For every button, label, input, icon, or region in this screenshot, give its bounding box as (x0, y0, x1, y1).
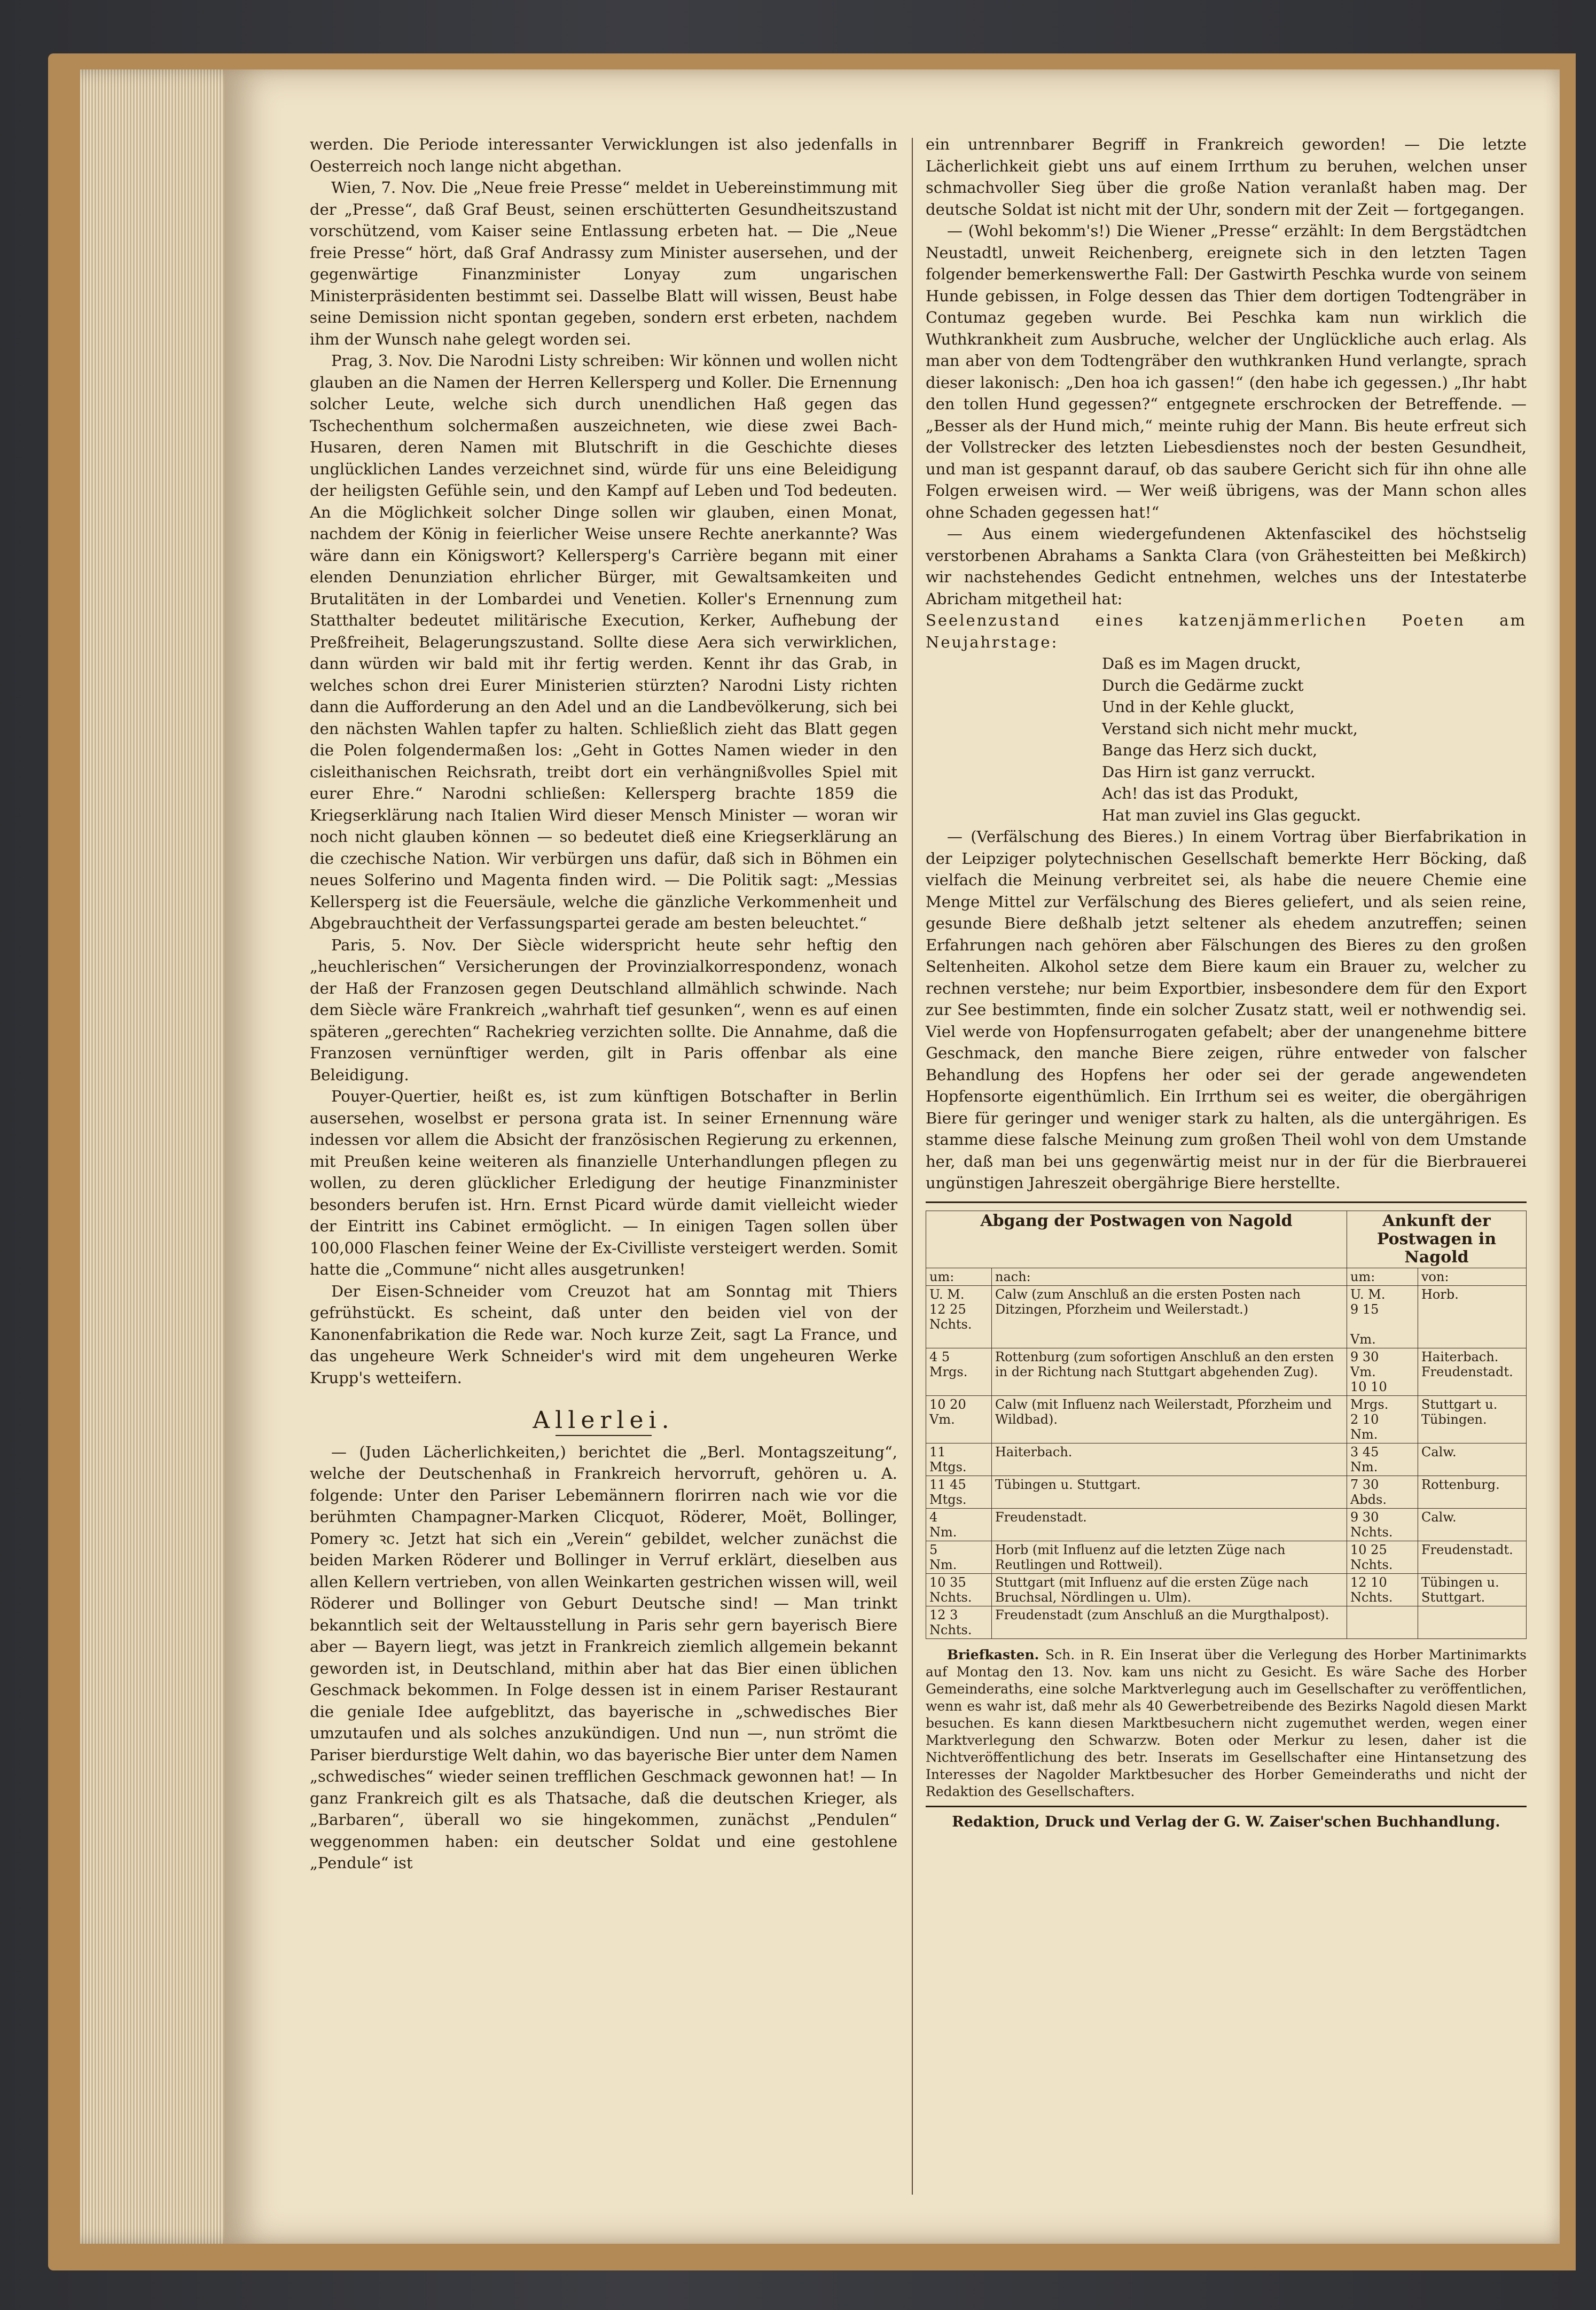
table-cell: 11 45 Mtgs. (926, 1476, 992, 1508)
right-column (926, 134, 1527, 1833)
table-cell: U. M. 12 25 Nchts. (926, 1285, 992, 1348)
article-paragraph: — Aus einem wiedergefundenen Aktenfascikel des höchstselig verstorbenen Abrahams a Sankta Clara (von Grähesteitten bei Meßkirch) wir nachstehendes Gedicht entnehmen, welches uns der Intestaterbe Abricham mitgetheil hat: (926, 525, 1527, 608)
table-cell: Haiterbach. (992, 1443, 1347, 1476)
table-cell: Freudenstadt (zum Anschluß an die Murgthalpost). (992, 1606, 1347, 1638)
briefkasten-label: Briefkasten. (947, 1646, 1039, 1663)
table-rule (926, 1201, 1527, 1203)
table-cell: Calw. (1418, 1508, 1527, 1541)
table-cell: Freudenstadt. (992, 1508, 1347, 1541)
table-header-row (926, 1211, 1527, 1268)
table-row (926, 1508, 1527, 1541)
postwagen-table (926, 1211, 1527, 1639)
table-row (926, 1348, 1527, 1395)
table-cell: 7 30 Abds. (1347, 1476, 1418, 1508)
table-cell: 4 Nm. (926, 1508, 992, 1541)
article-paragraph: Pouyer-Quertier, heißt es, ist zum künftigen Botschafter in Berlin ausersehen, woselbst er persona grata ist. In seiner Ernennung wäre indessen vor allem die Absicht der französischen Regierung zu erkennen, mit Preußen keine weiteren als finanzielle Unterhandlungen pflegen zu wollen, zu deren glücklicher Erledigung der heutige Finanzminister besonders berufen ist. Hrn. Ernst Picard würde damit vielleicht wieder der Eintritt ins Cabinet ermöglicht. — In einigen Tagen sollen über 100,000 Flaschen feiner Weine der Ex-Civilliste versteigert werden. Somit hatte die „Commune“ nicht alles ausgetrunken! (310, 1087, 897, 1278)
article-paragraph: Der Eisen-Schneider vom Creuzot hat am Sonntag mit Thiers gefrühstückt. Es scheint, daß unter den beiden viel von der Kanonenfabrikation die Rede war. Noch kurze Zeit, sagt La France, und das ungeheure Werk Schneider's wird mit dem ungeheuren Werke Krupp's wetteifern. (310, 1282, 897, 1387)
table-row (926, 1573, 1527, 1606)
table-cell: Calw (zum Anschluß an die ersten Posten nach Ditzingen, Pforzheim und Weilerstadt.) (992, 1285, 1347, 1348)
table-subheader-cell: um: (1347, 1268, 1418, 1285)
article-paragraph: ein untrennbarer Begriff in Frankreich geworden! — Die letzte Lächerlichkeit giebt uns auf einem Irrthum zu beruhen, welchen unser schmachvoller Sieg über die große Nation veranlaßt haben mag. Der deutsche Soldat ist nicht mit der Uhr, sondern mit der Zeit — fortgegangen. (926, 135, 1527, 218)
article-paragraph: werden. Die Periode interessanter Verwicklungen ist also jedenfalls in Oesterreich noch lange nicht abgethan. (310, 135, 897, 175)
table-cell: Horb (mit Influenz auf die letzten Züge nach Reutlingen und Rottweil). (992, 1541, 1347, 1573)
poem-line: Hat man zuviel ins Glas geguckt. (1102, 806, 1361, 824)
table-cell: 12 3 Nchts. (926, 1606, 992, 1638)
poem-line: Das Hirn ist ganz verruckt. (1102, 762, 1316, 781)
briefkasten-text: Sch. in R. Ein Inserat über die Verlegung des Horber Martinimarkts auf Montag den 13. Nov. kam uns nicht zu Gesicht. Es wäre Sache des Horber Gemeinderaths, eine solche Marktverlegung auch im Gesellschafter zu veröffentlichen, wenn es wahr ist, daß mehr als 40 Gewerbetreibende des Bezirks Nagold diesen Markt besuchen. Es kann diesen Marktbesuchern nicht zugemuthet werden, wegen einer Marktverlegung den Schwarzw. Boten oder Merkur zu lesen, daher ist die Nichtveröffentlichung des betr. Inserats im Gesellschafter eine Hintansetzung des Interesses der Nagolder Marktbesucher des Horber Gemeinderaths und nicht der Redaktion des Gesellschafters. (926, 1646, 1527, 1799)
table-row (926, 1285, 1527, 1348)
table-cell: Mrgs. 2 10 Nm. (1347, 1395, 1418, 1443)
table-header-departure: Abgang der Postwagen von Nagold (926, 1211, 1347, 1268)
table-cell: Calw. (1418, 1443, 1527, 1476)
table-subheader-cell: von: (1418, 1268, 1527, 1285)
table-cell: Haiterbach. Freudenstadt. (1418, 1348, 1527, 1395)
table-cell: 10 20 Vm. (926, 1395, 992, 1443)
article-paragraph: Prag, 3. Nov. Die Narodni Listy schreiben: Wir können und wollen nicht glauben an die Namen der Herren Kellersperg und Koller. Die Ernennung solcher Leute, welche sich durch unendlichen Haß gegen das Tschechenthum solchermaßen auszeichneten, wie diese zwei Bach-Husaren, deren Namen mit Blutschrift in die Geschichte dieses unglücklichen Landes verzeichnet sind, würde für uns eine Beleidigung der heiligsten Gefühle sein, und den Kampf auf Leben und Tod bedeuten. An die Möglichkeit solcher Dinge sollen wir glauben, einen Monat, nachdem der König in feierlicher Weise unsere Rechte anerkannte? Was wäre dann ein Königswort? Kellersperg's Carrière begann mit einer elenden Denunziation ehrlicher Bürger, mit Gewaltsamkeiten und Brutalitäten in der Lombardei und Venetien. Koller's Ernennung zum Statthalter bedeutet militärische Execution, Kerker, Aufhebung der Preßfreiheit, Belagerungszustand. Sollte diese Aera sich verwirklichen, dann würden wir bald mit ihr fertig werden. Kennt ihr das Grab, in welches schon drei Eurer Ministerien stürzten? Narodni Listy richten dann die Aufforderung an den Adel und an die Landbevölkerung, sich bei den nächsten Wahlen tapfer zu halten. Schließlich zieht das Blatt gegen die Polen folgendermaßen los: „Geht in Gottes Namen wieder in den cisleithanischen Reichsrath, treibt dort ein verhängnißvolles Spiel mit eurer Ehre.“ Narodni schließen: Kellersperg brachte 1859 die Kriegserklärung nach Italien Wird dieser Mensch Minister — woran wir noch nicht glauben können — so bedeutet dieß eine Kriegserklärung an die czechische Nation. Wir verbürgen uns dafür, daß sich in Böhmen ein neues Solferino und Magenta finden wird. — Die Politik sagt: „Messias Kellersperg ist die Feuersäule, welche die gänzliche Verkommenheit und Abgebrauchtheit der Verfassungspartei gerade am besten beleuchtet.“ (310, 352, 897, 932)
table-cell: Stuttgart u. Tübingen. (1418, 1395, 1527, 1443)
table-cell (1347, 1606, 1418, 1638)
table-row (926, 1541, 1527, 1573)
article-paragraph: Paris, 5. Nov. Der Siècle widerspricht heute sehr heftig den „heuchlerischen“ Versicherungen der Provinzialkorrespondenz, wonach der Haß der Franzosen gegen Deutschland allmählich schwinde. Nach dem Siècle wäre Frankreich „wahrhaft tief gesunken“, wenn es auf einen späteren „gerechten“ Rachekrieg verzichten sollte. Die Annahme, daß die Franzosen vernünftiger werden, gilt in Paris offenbar als eine Beleidigung. (310, 935, 897, 1084)
table-header-arrival: Ankunft der Postwagen in Nagold (1347, 1211, 1527, 1268)
table-cell: 12 10 Nchts. (1347, 1573, 1418, 1606)
table-cell: Horb. (1418, 1285, 1527, 1348)
imprint-footer: Redaktion, Druck und Verlag der G. W. Zaiser'schen Buchhandlung. (926, 1806, 1527, 1833)
column-divider (912, 138, 913, 2195)
table-cell: 9 30 Nchts. (1347, 1508, 1418, 1541)
table-cell: Tübingen u. Stuttgart. (992, 1476, 1347, 1508)
table-cell: U. M. 9 15 Vm. (1347, 1285, 1418, 1348)
table-cell (1418, 1606, 1527, 1638)
table-cell: Tübingen u. Stuttgart. (1418, 1573, 1527, 1606)
article-paragraph: — (Verfälschung des Bieres.) In einem Vortrag über Bierfabrikation in der Leipziger polytechnischen Gesellschaft bemerkte Herr Böcking, daß vielfach die Meinung verbreitet sei, als habe die neuere Chemie eine Menge Mittel zur Verfälschung des Bieres geliefert, und als seien reine, gesunde Biere deßhalb jetzt seltener als ehedem anzutreffen; seinen Erfahrungen nach gehören aber Fälschungen des Bieres zu den großen Seltenheiten. Alkohol setze dem Biere kaum ein Brauer zu, welcher zu rechnen verstehe; nur beim Exportbier, insbesondere dem für den Export zur See bestimmten, finde ein solcher Zusatz statt, weil er nothwendig sei. Viel werde von Hopfensurrogaten gefabelt; aber der unangenehme bittere Geschmack, den manche Biere zeigen, rühre entweder von falscher Behandlung des Hopfens her oder sei der gerade angewendeten Hopfensorte eigenthümlich. Ein Irrthum sei es weiter, die obergährigen Biere für geringer und weniger stark zu halten, als die untergährigen. Es stamme diese falsche Meinung zum großen Theil wohl von dem Umstande her, daß man bei uns gegenwärtig meist nur in der für die Bierbrauerei ungünstigen Jahreszeit obergährige Biere herstellte. (926, 828, 1527, 1192)
table-row (926, 1443, 1527, 1476)
poem-title: Seelenzustand eines katzenjämmerlichen Poeten am Neujahrstage: (926, 611, 1527, 651)
section-title: Allerlei. (533, 1407, 675, 1434)
table-cell: 5 Nm. (926, 1541, 992, 1573)
poem-line: Und in der Kehle gluckt, (1102, 698, 1295, 716)
article-paragraph: Wien, 7. Nov. Die „Neue freie Presse“ meldet in Uebereinstimmung mit der „Presse“, daß Graf Beust, seinen erschütterten Gesundheitszustand vorschützend, vom Kaiser seine Entlassung erbeten hat. — Die „Neue freie Presse“ hört, daß Graf Andrassy zum Minister ausersehen, und der gegenwärtige Finanzminister Lonyay zum ungarischen Ministerpräsidenten bestimmt sei. Dasselbe Blatt will wissen, Beust habe seine Demission nicht spontan gegeben, sondern erst erbeten, nachdem ihm der Wunsch nahe gelegt worden sei. (310, 178, 897, 348)
table-row (926, 1606, 1527, 1638)
table-row (926, 1395, 1527, 1443)
table-subheader-cell: nach: (992, 1268, 1347, 1285)
table-subheader-row (926, 1268, 1527, 1285)
table-cell: 4 5 Mrgs. (926, 1348, 992, 1395)
table-cell: 11 Mtgs. (926, 1443, 992, 1476)
briefkasten (926, 1646, 1527, 1800)
table-cell: 9 30 Vm. 10 10 (1347, 1348, 1418, 1395)
table-cell: 10 25 Nchts. (1347, 1541, 1418, 1573)
table-cell: Rottenburg. (1418, 1476, 1527, 1508)
poem-line: Durch die Gedärme zuckt (1102, 676, 1304, 694)
table-subheader-cell: um: (926, 1268, 992, 1285)
table-cell: Stuttgart (mit Influenz auf die ersten Züge nach Bruchsal, Nördlingen u. Ulm). (992, 1573, 1347, 1606)
left-column (310, 134, 897, 1874)
article-paragraph: — (Wohl bekomm's!) Die Wiener „Presse“ erzählt: In dem Bergstädtchen Neustadtl, unweit Reichenberg, ereignete sich in den letzten Tagen folgender bemerkenswerthe Fall: Der Gastwirth Peschka wurde von seinem Hunde gebissen, in Folge dessen das Thier dem dortigen Todtengräber in Contumaz gegeben wurde. Bei Peschka kam nun wirklich die Wuthkrankheit zum Ausbruche, welcher der Unglückliche auch erlag. Als man aber von dem Todtengräber den wuthkranken Hund verlangte, sprach dieser lakonisch: „Den hoa ich gassen!“ (den habe ich gegessen.) „Ihr habt den tollen Hund gegessen?“ entgegnete erschrocken der Betreffende. — „Besser als der Hund mich,“ meinte ruhig der Mann. Bis heute erfreut sich der Vollstrecker des letzten Liebesdienstes noch der besten Gesundheit, und man ist gespannt darauf, ob das saubere Gericht sich für ihn ohne alle Folgen erweisen wird. — Wer weiß übrigens, was der Mann schon alles ohne Schaden gegessen hat!“ (926, 222, 1527, 521)
section-rule (556, 1435, 652, 1436)
table-cell: Rottenburg (zum sofortigen Anschluß an den ersten in der Richtung nach Stuttgart abgehenden Zug). (992, 1348, 1347, 1395)
poem-line: Verstand sich nicht mehr muckt, (1102, 719, 1358, 738)
table-cell: 3 45 Nm. (1347, 1443, 1418, 1476)
poem-line: Ach! das ist das Produkt, (1102, 784, 1299, 802)
poem-line: Bange das Herz sich duckt, (1102, 741, 1318, 759)
poem (1102, 653, 1527, 826)
table-cell: 10 35 Nchts. (926, 1573, 992, 1606)
table-cell: Freudenstadt. (1418, 1541, 1527, 1573)
table-row (926, 1476, 1527, 1508)
article-paragraph: — (Juden Lächerlichkeiten,) berichtet die „Berl. Montagszeitung“, welche der Deutschenhaß in Frankreich hervorruft, gehören u. A. folgende: Unter den Pariser Lebemännern florirren nach wie vor die berühmten Champagner-Marken Clicquot, Röderer, Moët, Bollinger, Pomery ꝛc. Jetzt hat sich ein „Verein“ gebildet, welcher zunächst die beiden Marken Röderer und Bollinger in Verruf erklärt, dieselben aus allen Kellern vertrieben, von allen Weinkarten gestrichen wissen will, weil Röderer und Bollinger von Geburt Deutsche sind! — Man trinkt bekanntlich seit der Weltausstellung in Paris sehr gern bayerisch Biere aber — Bayern liegt, was jetzt in Frankreich ziemlich allgemein bekannt geworden ist, in Deutschland, mithin aber hat das Bier einen üblichen Geschmack bekommen. In Folge dessen ist in einem Pariser Restaurant die geniale Idee aufgeblitzt, das bayerische in „schwedisches Bier umzutaufen und als solches anzukündigen. Und nun —, nun strömt die Pariser bierdurstige Welt dahin, wo das bayerische Bier unter dem Namen „schwedisches“ wieder seinen trefflichen Geschmack gewonnen hat! — In ganz Frankreich gilt es als Thatsache, daß die deutschen Krieger, als „Barbaren“, überall wo sie hingekommen, zunächst „Pendulen“ weggenommen haben: ein deutscher Soldat und eine gestohlene „Pendule“ ist (310, 1442, 897, 1872)
poem-line: Daß es im Magen druckt, (1102, 654, 1301, 673)
table-cell: Calw (mit Influenz nach Weilerstadt, Pforzheim und Wildbad). (992, 1395, 1347, 1443)
